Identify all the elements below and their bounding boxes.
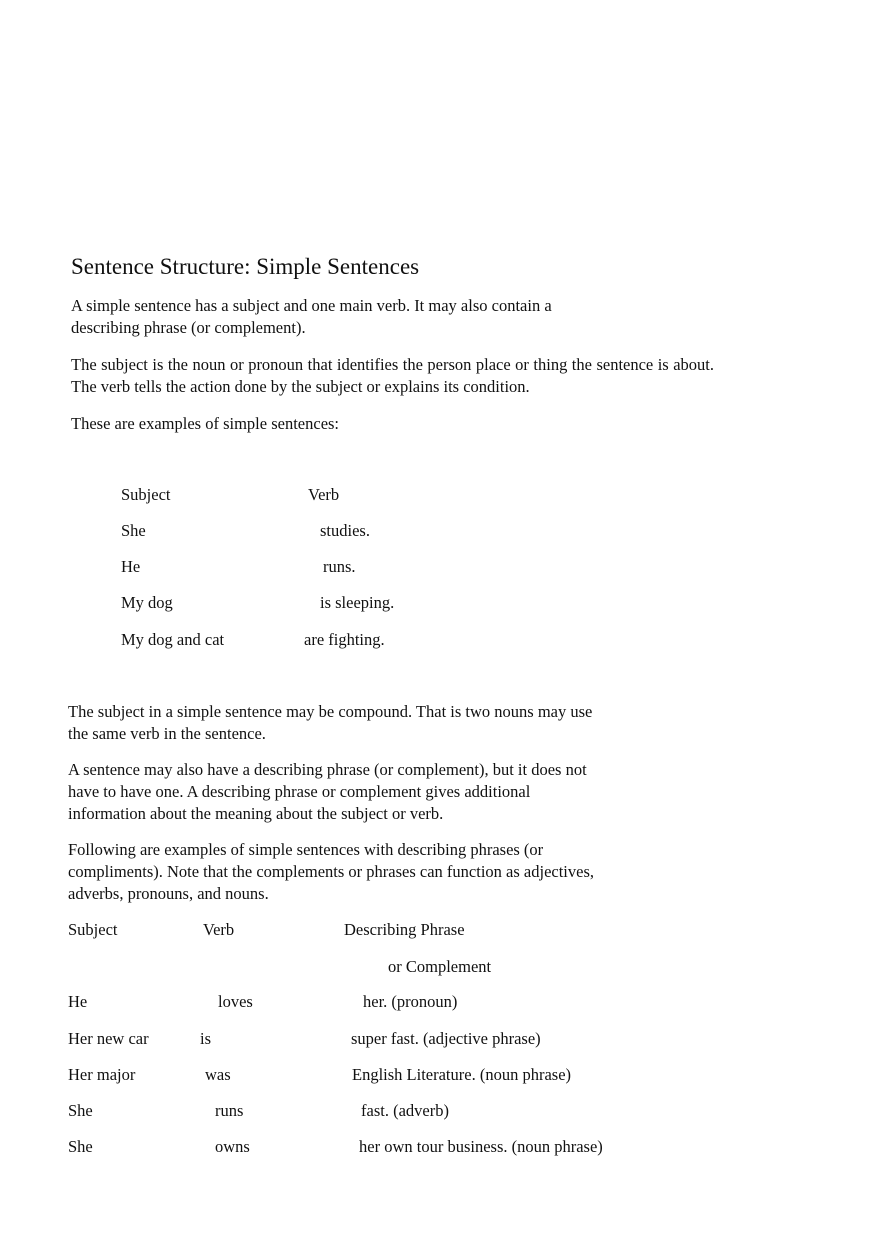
row-phrase: English Literature. (noun phrase) — [352, 1065, 572, 1084]
following-line-1: Following are examples of simple sentences with describing phrases (or — [68, 840, 544, 859]
header-describing-phrase: Describing Phrase — [344, 920, 465, 939]
describing-line-3: information about the meaning about the subject or verb. — [68, 804, 444, 823]
row-phrase: fast. (adverb) — [361, 1101, 449, 1120]
row-verb: loves — [218, 992, 253, 1011]
row-subject: Her new car — [68, 1029, 149, 1048]
header-verb: Verb — [308, 485, 340, 504]
following-line-3: adverbs, pronouns, and nouns. — [68, 884, 269, 903]
describing-line-1: A sentence may also have a describing phrase (or complement), but it does not — [68, 760, 587, 779]
describing-line-2: have to have one. A describing phrase or complement gives additional — [68, 782, 531, 801]
header-or-complement: or Complement — [388, 957, 492, 976]
row-verb: was — [205, 1065, 231, 1084]
intro-line-1: A simple sentence has a subject and one main verb. It may also contain a — [71, 296, 552, 315]
examples-intro: These are examples of simple sentences: — [71, 414, 340, 433]
subject-definition-paragraph: The subject is the noun or pronoun that identifies the person place or thing the sentence is about. The verb tells the action done by the subject or explains its condition. — [71, 355, 714, 396]
header-verb: Verb — [203, 920, 235, 939]
compound-line-2: the same verb in the sentence. — [68, 724, 266, 743]
row-phrase: super fast. (adjective phrase) — [351, 1029, 541, 1048]
row-subject: She — [121, 521, 146, 540]
row-subject: My dog — [121, 593, 173, 612]
page-title: Sentence Structure: Simple Sentences — [71, 254, 420, 279]
row-verb: owns — [215, 1137, 250, 1156]
row-subject: She — [68, 1101, 93, 1120]
row-subject: He — [68, 992, 88, 1011]
row-subject: Her major — [68, 1065, 136, 1084]
row-verb: runs — [215, 1101, 244, 1120]
row-verb: runs. — [323, 557, 356, 576]
row-subject: My dog and cat — [121, 630, 225, 649]
header-subject: Subject — [121, 485, 171, 504]
row-verb: is sleeping. — [320, 593, 395, 612]
row-phrase: her. (pronoun) — [363, 992, 458, 1011]
compound-line-1: The subject in a simple sentence may be compound. That is two nouns may use — [68, 702, 593, 721]
row-verb: studies. — [320, 521, 370, 540]
row-subject: She — [68, 1137, 93, 1156]
row-verb: are fighting. — [304, 630, 385, 649]
header-subject: Subject — [68, 920, 118, 939]
row-subject: He — [121, 557, 141, 576]
row-verb: is — [200, 1029, 212, 1048]
intro-line-2: describing phrase (or complement). — [71, 318, 306, 337]
row-phrase: her own tour business. (noun phrase) — [359, 1137, 603, 1156]
following-line-2: compliments). Note that the complements or phrases can function as adjectives, — [68, 862, 595, 881]
